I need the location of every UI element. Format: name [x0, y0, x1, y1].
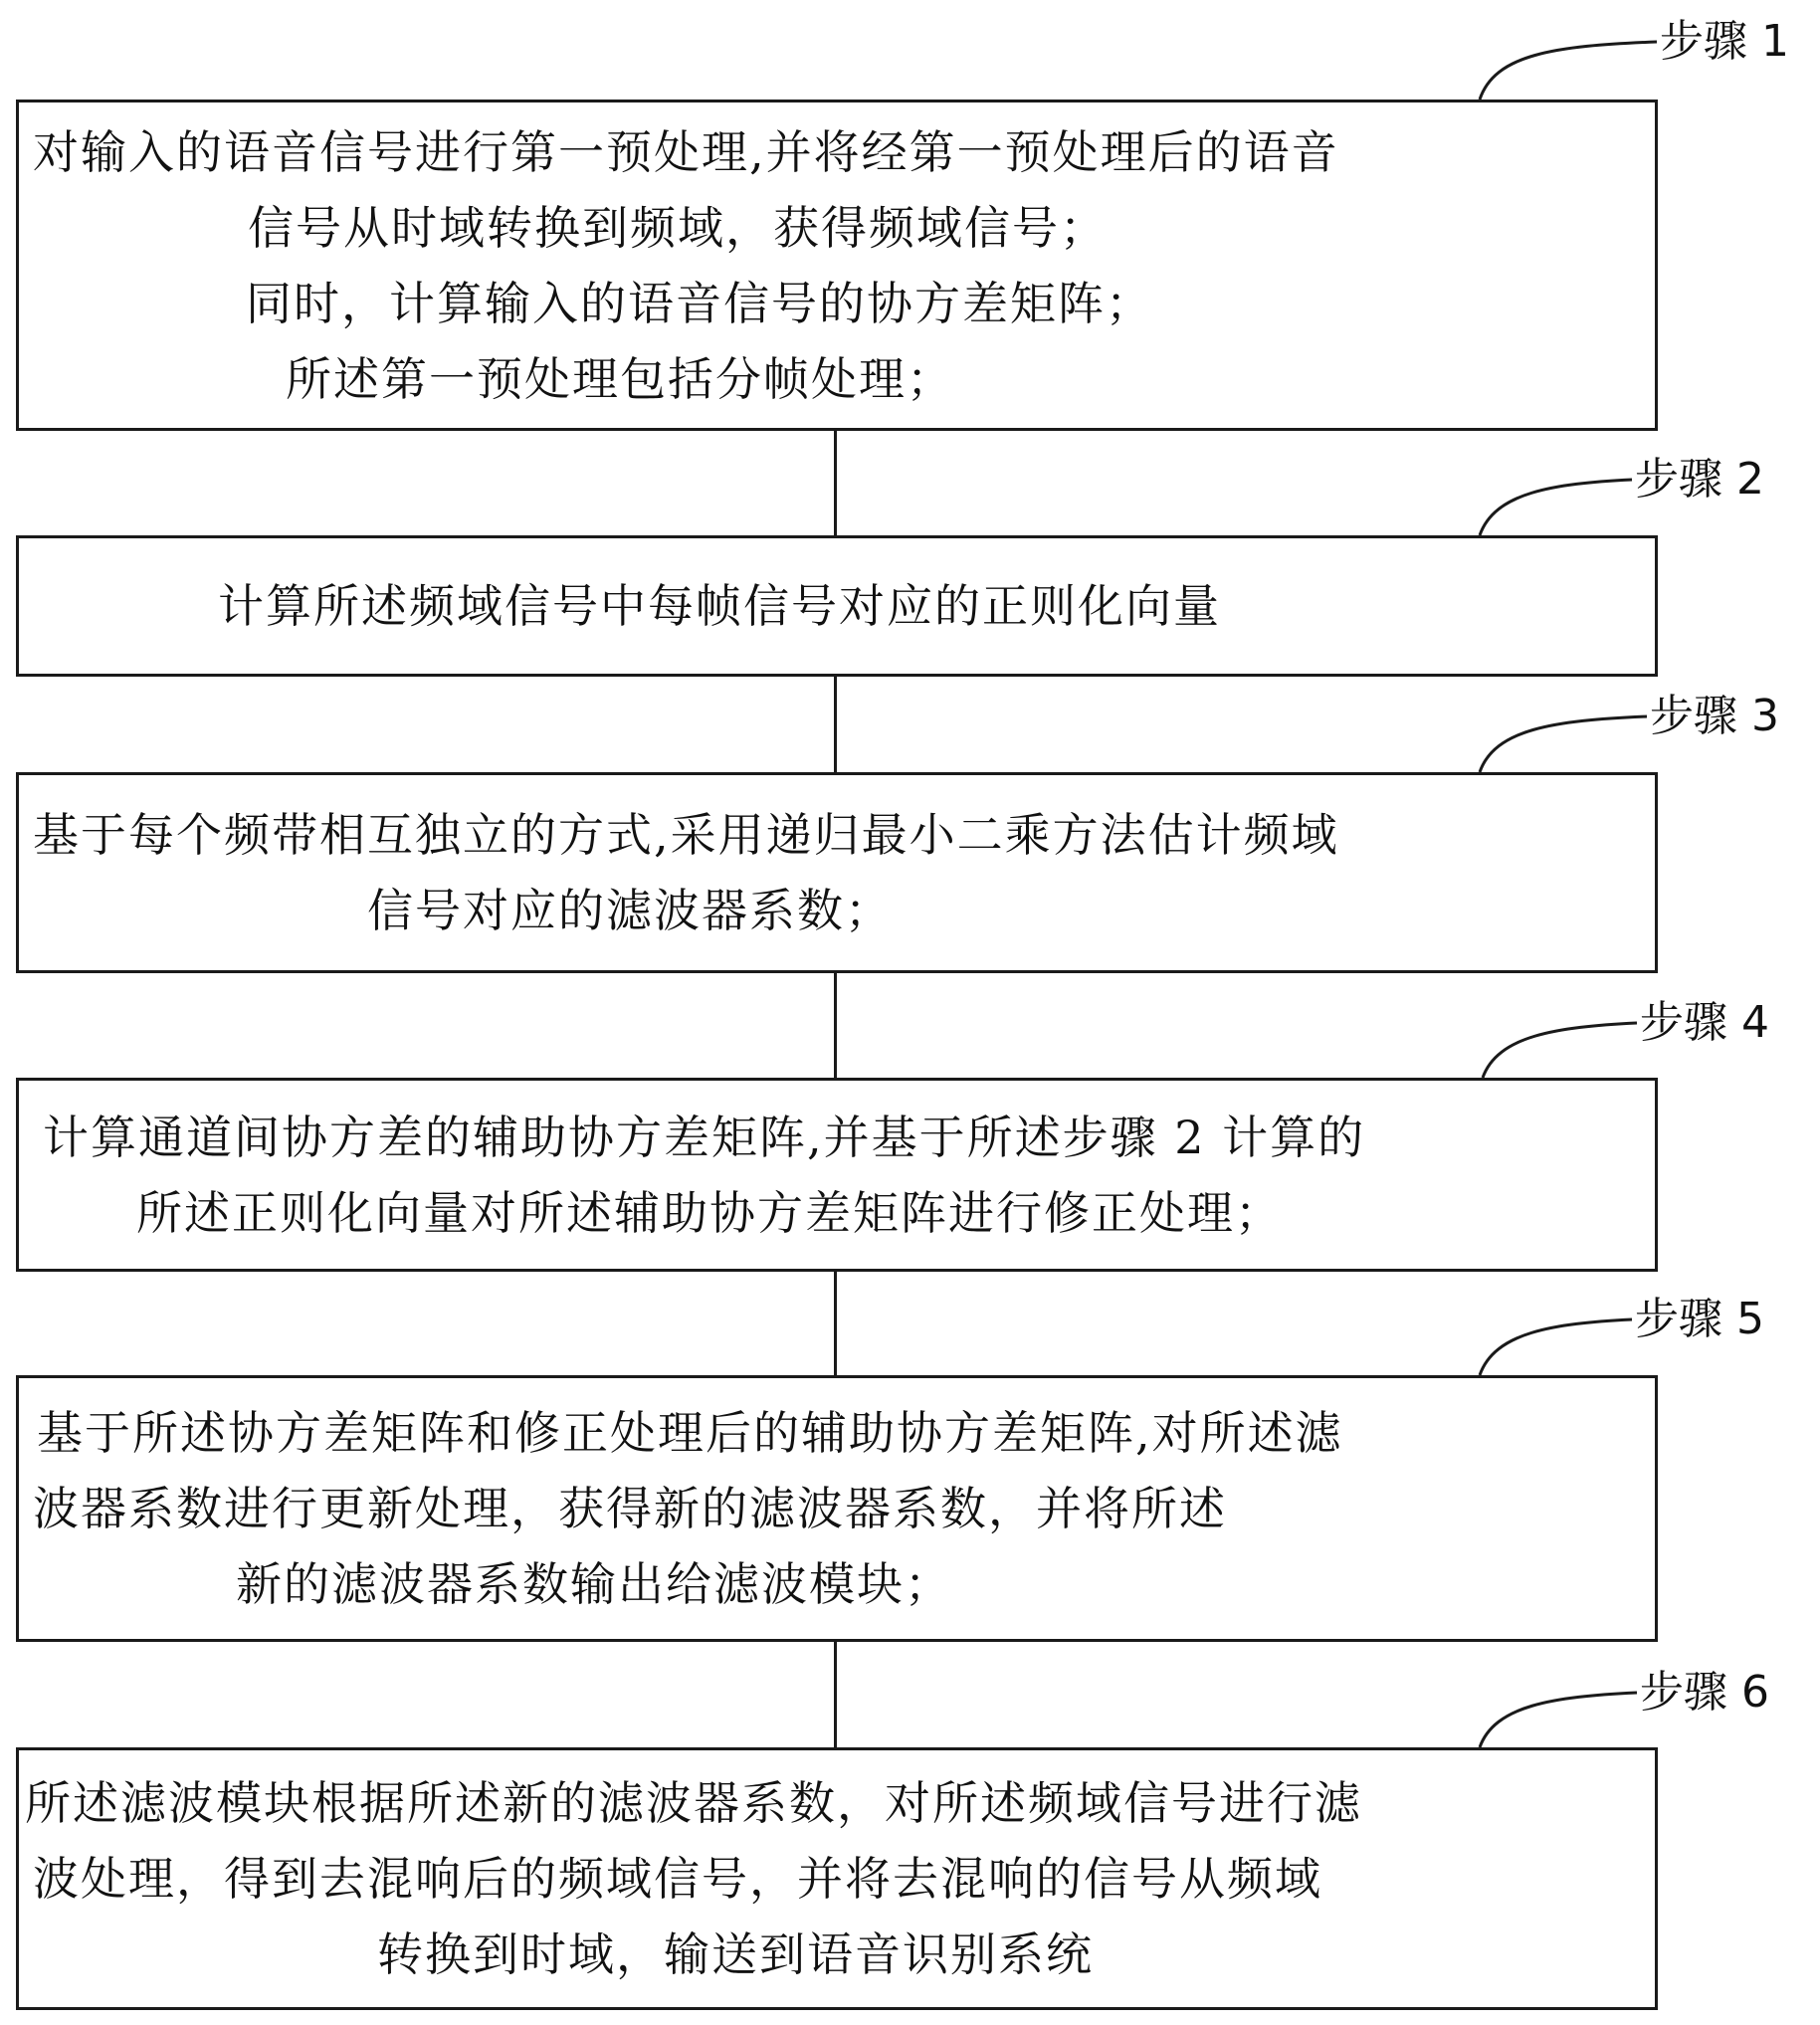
- step-3-line-2: 信号对应的滤波器系数；: [367, 884, 893, 937]
- step-6-line-2: 波处理，得到去混响后的频域信号，并将去混响的信号从频域: [33, 1852, 1322, 1906]
- step-label-4: 步骤 4: [1640, 997, 1769, 1048]
- step-2-line-1: 计算所述频域信号中每帧信号对应的正则化向量: [218, 579, 1221, 633]
- leader-step-6: [1480, 1693, 1637, 1747]
- leader-step-3: [1480, 716, 1647, 772]
- step-5-box: [16, 1375, 1658, 1642]
- step-2-box: [16, 535, 1658, 677]
- step-1-line-2: 信号从时域转换到频域，获得频域信号；: [248, 200, 1108, 255]
- step-1-line-3: 同时，计算输入的语音信号的协方差矩阵；: [246, 276, 1153, 330]
- step-5-line-2: 波器系数进行更新处理，获得新的滤波器系数，并将所述: [33, 1482, 1227, 1535]
- step-6-line-3: 转换到时域，输送到语音识别系统: [377, 1927, 1094, 1981]
- step-4-line-2: 所述正则化向量对所述辅助协方差矩阵进行修正处理；: [136, 1185, 1283, 1240]
- leader-step-5: [1480, 1319, 1632, 1375]
- step-4-line-1: 计算通道间协方差的辅助协方差矩阵,并基于所述步骤 2 计算的: [43, 1110, 1366, 1164]
- connector-3-4: [834, 973, 837, 1078]
- step-6-line-1: 所述滤波模块根据所述新的滤波器系数，对所述频域信号进行滤: [25, 1776, 1362, 1830]
- step-label-3: 步骤 3: [1650, 691, 1779, 741]
- connector-1-2: [834, 431, 837, 535]
- step-4-box: [16, 1078, 1658, 1272]
- step-5-line-3: 新的滤波器系数输出给滤波模块；: [236, 1557, 952, 1611]
- connector-2-3: [834, 677, 837, 772]
- step-1-line-4: 所述第一预处理包括分帧处理；: [286, 351, 954, 406]
- connector-5-6: [834, 1642, 837, 1747]
- step-label-5: 步骤 5: [1635, 1294, 1764, 1344]
- step-3-line-1: 基于每个频带相互独立的方式,采用递归最小二乘方法估计频域: [33, 808, 1339, 862]
- step-5-line-1: 基于所述协方差矩阵和修正处理后的辅助协方差矩阵,对所述滤: [37, 1406, 1343, 1460]
- step-label-1: 步骤 1: [1660, 16, 1789, 67]
- leader-step-2: [1480, 480, 1632, 535]
- step-1-line-1: 对输入的语音信号进行第一预处理,并将经第一预处理后的语音: [33, 124, 1339, 179]
- step-3-box: [16, 772, 1658, 973]
- step-1-box: [16, 100, 1658, 431]
- leader-step-1: [1480, 42, 1657, 100]
- connector-4-5: [834, 1272, 837, 1375]
- step-6-box: [16, 1747, 1658, 2010]
- step-label-2: 步骤 2: [1635, 454, 1764, 505]
- step-label-6: 步骤 6: [1640, 1667, 1769, 1718]
- leader-step-4: [1483, 1023, 1637, 1078]
